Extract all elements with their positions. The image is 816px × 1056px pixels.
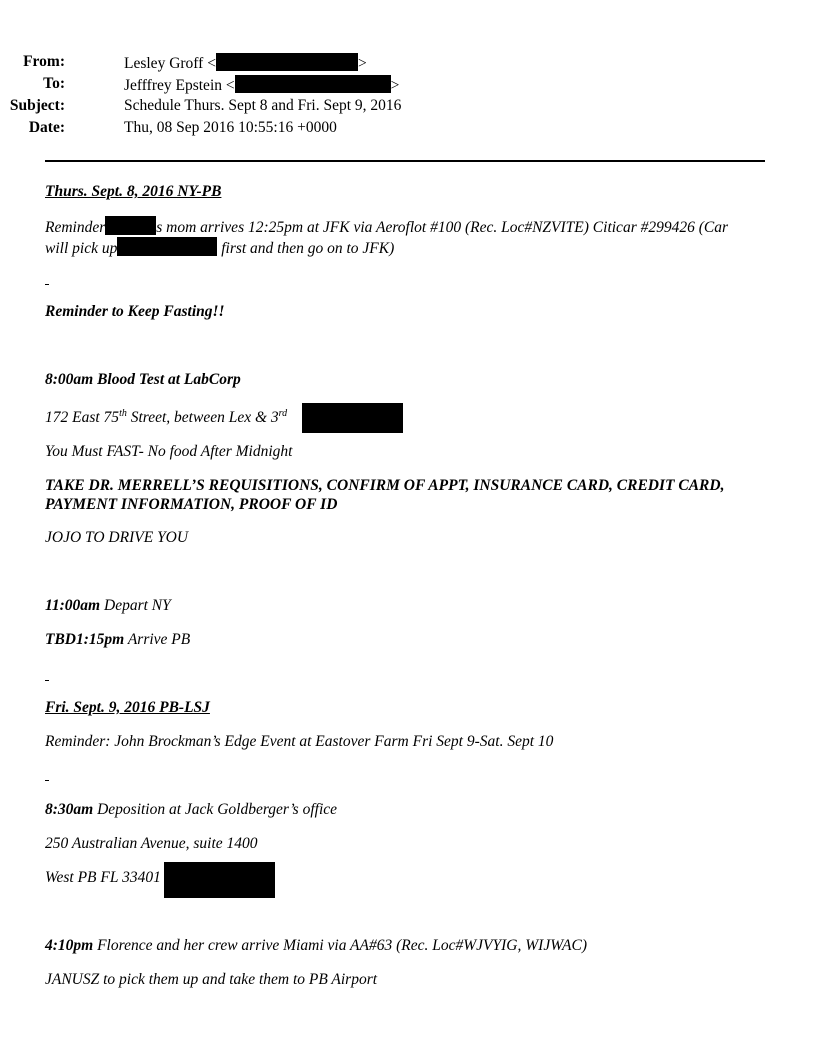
separator-mark [45,680,49,681]
day2-reminder: Reminder: John Brockman’s Edge Event at Eastover Farm Fri Sept 9-Sat. Sept 10 [45,733,554,750]
from-value [124,53,367,73]
subject-label: Subject: [9,97,65,114]
deposition-item [45,800,765,819]
to-value [124,75,399,95]
deposition-text: Deposition at Jack Goldberger’s office [93,801,338,818]
from-row [0,53,760,75]
address-sup: rd [278,408,288,419]
redaction-box [105,216,156,235]
depart-item [45,596,765,615]
reminder-text: first and then go on to JFK) [217,240,395,257]
deposition-time: 8:30am [45,801,94,818]
florence-arrival [45,936,765,955]
date-row [0,119,760,141]
separator-mark [45,284,49,285]
arrive-text: Arrive PB [124,631,191,648]
reminder-text: Reminder [45,219,106,236]
from-label: From: [23,53,65,70]
address-sup: th [119,408,127,419]
address-text: Street, between Lex & 3 [126,409,279,426]
fast-note: You Must FAST- No food After Midnight [45,443,293,460]
from-bracket: > [357,55,367,72]
depart-text: Depart NY [100,597,171,614]
labcorp-address [45,408,765,427]
day1-heading: Thurs. Sept. 8, 2016 NY-PB [45,183,222,200]
address-text: 172 East 75 [45,409,120,426]
redaction-box [164,862,275,898]
day2-heading: Fri. Sept. 9, 2016 PB-LSJ [45,699,210,716]
to-bracket: > [390,77,400,94]
reminder-text: will pick up [45,240,118,257]
date-label: Date: [28,119,65,136]
to-recipient: Jefffrey Epstein < [124,77,235,94]
requisitions-note: TAKE DR. MERRELL’S REQUISITIONS, CONFIRM OF APPT, INSURANCE CARD, CREDIT CARD, PAYMENT INFORMATION, PROOF OF ID [45,477,725,513]
florence-arrival-text: Florence and her crew arrive Miami via AA#63 (Rec. Loc#WJVYIG, WIJWAC) [93,937,587,954]
redaction-box [216,53,358,71]
reminder-text: s mom arrives 12:25pm at JFK via Aeroflot #100 (Rec. Loc#NZVITE) Citicar #299426 (Car [156,219,729,236]
redaction-box [235,75,391,93]
redaction-box [302,403,403,433]
to-row [0,75,760,97]
separator-mark [45,780,49,781]
arrive-item [45,630,765,649]
to-label: To: [43,75,65,92]
depart-time: 11:00am [45,597,101,614]
subject-row [0,97,760,119]
subject-value: Schedule Thurs. Sept 8 and Fri. Sept 9, 2016 [124,97,402,114]
arrive-time: TBD1:15pm [45,631,125,648]
deposition-address-1: 250 Australian Avenue, suite 1400 [45,835,258,852]
florence-arrival-time: 4:10pm [45,937,94,954]
deposition-address-2: West PB FL 33401 [45,869,161,886]
from-sender: Lesley Groff < [124,55,216,72]
day1-reminder [45,216,765,258]
header-divider [45,160,765,162]
date-value: Thu, 08 Sep 2016 10:55:16 +0000 [124,119,337,136]
pickup-note: JANUSZ to pick them up and take them to PB Airport [45,971,378,988]
fasting-reminder: Reminder to Keep Fasting!! [45,303,225,320]
driver-note: JOJO TO DRIVE YOU [45,529,189,546]
blood-test: 8:00am Blood Test at LabCorp [45,371,241,388]
redaction-box [117,237,217,256]
